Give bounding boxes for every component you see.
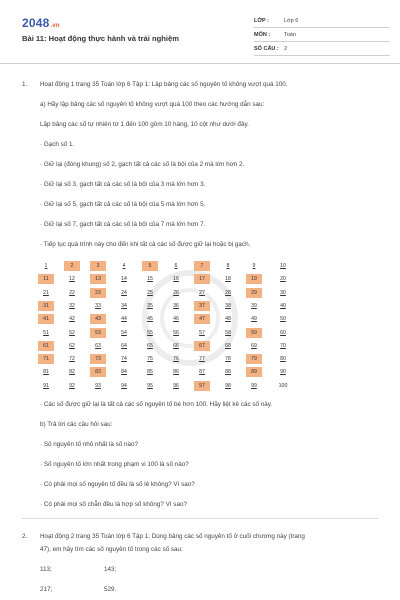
site-logo[interactable]: 2048.vn [22, 16, 60, 30]
grid-cell-60: 60 [280, 329, 286, 336]
grid-cell-54: 54 [121, 329, 127, 336]
grid-cell-11: 11 [38, 274, 54, 284]
grid-cell-67: 67 [194, 341, 210, 351]
grid-cell-37: 37 [194, 301, 210, 311]
step-item: · Giữ lại số 5, gạch tất cả các số là bội của 5 mà lớn hơn 5. [40, 201, 206, 208]
grid-cell-14: 14 [121, 276, 127, 283]
sub-question: · Số nguyên tố lớn nhất trong phạm vi 100 là số nào? [40, 461, 189, 468]
grid-cell-31: 31 [38, 301, 54, 311]
grid-cell-56: 56 [173, 329, 179, 336]
question-2-text: Hoạt động 2 trang 35 Toán lớp 6 Tập 1: Dùng bảng các số nguyên tố ở cuối chương này (trang [40, 533, 305, 540]
sub-question: · Số nguyên tố nhỏ nhất là số nào? [40, 441, 139, 448]
grid-cell-75: 75 [147, 356, 153, 363]
grid-cell-33: 33 [95, 302, 101, 309]
grid-cell-69: 69 [251, 342, 257, 349]
grid-cell-6: 6 [174, 263, 178, 269]
grid-cell-61: 61 [38, 341, 54, 351]
grid-cell-88: 88 [225, 369, 231, 376]
question-1-part-b: b) Trả lời các câu hỏi sau: [40, 421, 113, 428]
grid-cell-82: 82 [69, 369, 75, 376]
lesson-title: Bài 11: Hoạt động thực hành và trải nghiệm [22, 34, 179, 43]
grid-cell-90: 90 [280, 369, 286, 376]
grid-cell-85: 85 [147, 369, 153, 376]
grid-cell-92: 92 [69, 382, 75, 389]
grid-cell-2: 2 [64, 261, 80, 271]
grid-cell-41: 41 [38, 314, 54, 324]
grid-cell-49: 49 [251, 316, 257, 323]
grid-cell-35: 35 [147, 302, 153, 309]
grid-cell-36: 36 [173, 302, 179, 309]
grid-cell-8: 8 [226, 263, 230, 269]
grid-cell-71: 71 [38, 354, 54, 364]
grid-cell-27: 27 [199, 289, 205, 296]
grid-cell-62: 62 [69, 342, 75, 349]
grid-cell-29: 29 [246, 288, 262, 298]
grid-cell-26: 26 [173, 289, 179, 296]
grid-cell-9: 9 [252, 263, 256, 269]
grid-cell-87: 87 [199, 369, 205, 376]
grid-cell-39: 39 [251, 302, 257, 309]
grid-cell-86: 86 [173, 369, 179, 376]
grid-cell-84: 84 [121, 369, 127, 376]
grid-cell-38: 38 [225, 302, 231, 309]
grid-cell-73: 73 [90, 354, 106, 364]
grid-cell-100: 100 [278, 382, 288, 389]
grid-cell-25: 25 [147, 289, 153, 296]
grid-cell-40: 40 [280, 302, 286, 309]
grid-cell-18: 18 [225, 276, 231, 283]
grid-cell-64: 64 [121, 342, 127, 349]
question-1-instruction: Lập bảng các số tự nhiên từ 1 đến 100 gồm 10 hàng, 10 cột như dưới đây. [40, 121, 249, 128]
question-1-text: Hoạt động 1 trang 35 Toán lớp 6 Tập 1: Lập bảng các số nguyên tố không vượt quá 100. [40, 81, 288, 88]
sub-question: · Có phải mọi số chẵn đều là hợp số không? Vì sao? [40, 501, 187, 508]
page-header [0, 0, 400, 64]
question-2-number: 2. [22, 533, 28, 540]
grid-cell-12: 12 [69, 276, 75, 283]
prime-list-instruction: · Các số được giữ lại là tất cả các số nguyên tố bé hơn 100. Hãy liệt kê các số này. [40, 401, 273, 408]
grid-cell-58: 58 [225, 329, 231, 336]
grid-cell-46: 46 [173, 316, 179, 323]
grid-cell-30: 30 [280, 289, 286, 296]
grid-cell-48: 48 [225, 316, 231, 323]
grid-cell-32: 32 [69, 302, 75, 309]
grid-cell-22: 22 [69, 289, 75, 296]
number-option: 529. [104, 586, 117, 593]
section-divider [22, 518, 378, 519]
grid-cell-10: 10 [280, 263, 286, 269]
grid-cell-95: 95 [147, 382, 153, 389]
grid-cell-98: 98 [225, 382, 231, 389]
step-item: · Gạch số 1. [40, 141, 75, 148]
grid-cell-72: 72 [69, 356, 75, 363]
grid-cell-20: 20 [280, 276, 286, 283]
grid-cell-63: 63 [95, 342, 101, 349]
grid-cell-21: 21 [43, 289, 49, 296]
grid-cell-42: 42 [69, 316, 75, 323]
grid-cell-28: 28 [225, 289, 231, 296]
grid-cell-43: 43 [90, 314, 106, 324]
grid-cell-59: 59 [246, 328, 262, 338]
grid-cell-80: 80 [280, 356, 286, 363]
grid-cell-44: 44 [121, 316, 127, 323]
grid-cell-19: 19 [246, 274, 262, 284]
grid-cell-91: 91 [43, 382, 49, 389]
step-item: · Giữ lại số 7, gạch tất cả các số là bội của 7 mà lớn hơn 7. [40, 221, 206, 228]
number-option: 217; [40, 586, 53, 593]
grid-cell-93: 93 [95, 382, 101, 389]
meta-question-count: SỐ CÂU : 2 [254, 43, 390, 56]
grid-cell-97: 97 [194, 381, 210, 391]
grid-cell-81: 81 [43, 369, 49, 376]
grid-cell-24: 24 [121, 289, 127, 296]
grid-cell-5: 5 [142, 261, 158, 271]
grid-cell-83: 83 [90, 367, 106, 377]
grid-cell-66: 66 [173, 342, 179, 349]
question-1-number: 1. [22, 81, 28, 88]
grid-cell-99: 99 [251, 382, 257, 389]
grid-cell-94: 94 [121, 382, 127, 389]
grid-cell-47: 47 [194, 314, 210, 324]
question-1-part-a: a) Hãy lập bảng các số nguyên tố không vượt quá 100 theo các hướng dẫn sau: [40, 101, 265, 108]
meta-subject: MÔN : Toán [254, 29, 390, 42]
grid-cell-78: 78 [225, 356, 231, 363]
grid-cell-96: 96 [173, 382, 179, 389]
grid-cell-89: 89 [246, 367, 262, 377]
grid-cell-17: 17 [194, 274, 210, 284]
grid-cell-7: 7 [194, 261, 210, 271]
grid-cell-79: 79 [246, 354, 262, 364]
grid-cell-55: 55 [147, 329, 153, 336]
number-option: 113; [40, 566, 52, 573]
grid-cell-57: 57 [199, 329, 205, 336]
number-option: 143; [104, 566, 117, 573]
grid-cell-45: 45 [147, 316, 153, 323]
grid-cell-13: 13 [90, 274, 106, 284]
step-item: · Giữ lại số 3, gạch tất cả các số là bội của 3 mà lớn hơn 3. [40, 181, 206, 188]
grid-cell-53: 53 [90, 328, 106, 338]
grid-cell-50: 50 [280, 316, 286, 323]
step-item: · Giữ lại (đóng khung) số 2, gạch tất cả các số là bội của 2 mà lớn hơn 2. [40, 161, 245, 168]
meta-grade: LỚP : Lớp 6 [254, 15, 390, 28]
grid-cell-15: 15 [147, 276, 153, 283]
grid-cell-68: 68 [225, 342, 231, 349]
grid-cell-4: 4 [122, 263, 126, 269]
grid-cell-51: 51 [43, 329, 49, 336]
sub-question: · Có phải mọi số nguyên tố đều là số lẻ không? Vì sao? [40, 481, 195, 488]
question-2-text-cont: 47), em hãy tìm các số nguyên tố trong các số sau: [40, 546, 183, 553]
grid-cell-23: 23 [90, 288, 106, 298]
grid-cell-76: 76 [173, 356, 179, 363]
grid-cell-3: 3 [90, 261, 106, 271]
step-item: · Tiếp tục quá trình này cho đến khi tất cả các số được giữ lại hoặc bị gạch. [40, 241, 251, 248]
grid-cell-74: 74 [121, 356, 127, 363]
grid-cell-77: 77 [199, 356, 205, 363]
grid-cell-70: 70 [280, 342, 286, 349]
grid-cell-52: 52 [69, 329, 75, 336]
grid-cell-34: 34 [121, 302, 127, 309]
grid-cell-16: 16 [173, 276, 179, 283]
grid-cell-65: 65 [147, 342, 153, 349]
grid-cell-1: 1 [44, 263, 48, 269]
